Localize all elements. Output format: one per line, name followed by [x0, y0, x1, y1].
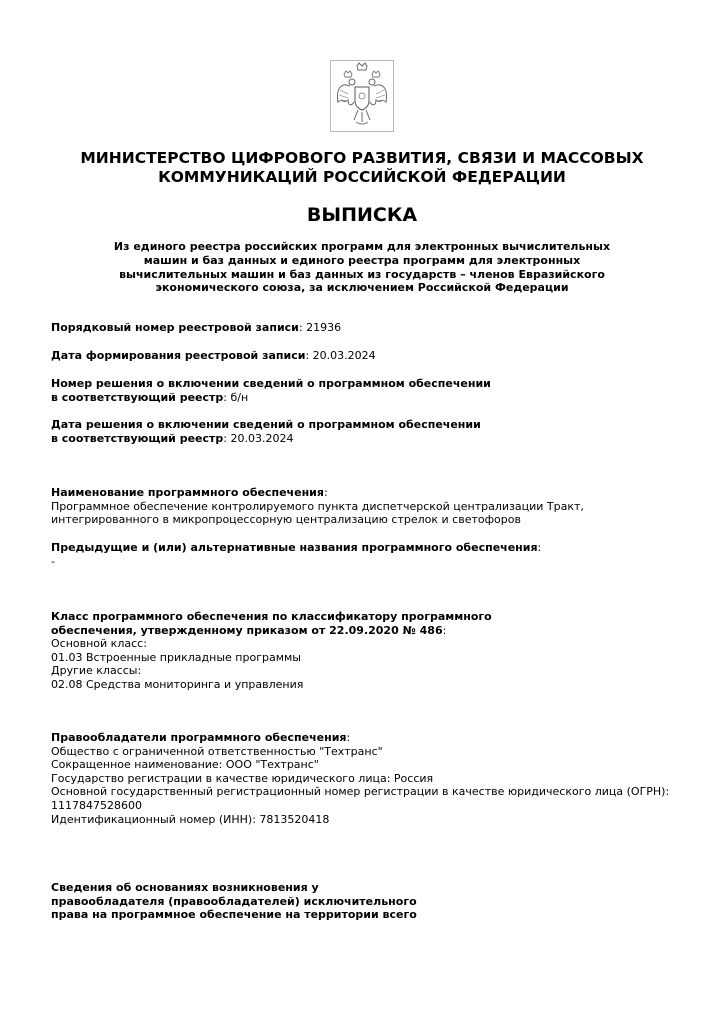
rights-holder-line: Основной государственный регистрационный номер регистрации в качестве юридического лица (ОГРН): [51, 785, 670, 799]
software-class-line: 01.03 Встроенные прикладные программы [51, 650, 301, 664]
subtitle-line: экономического союза, за исключением Российской Федерации [155, 281, 569, 295]
rights-basis-label: Сведения об основаниях возникновения у [51, 881, 319, 894]
decision-date-label: Дата решения о включении сведений о программном обеспечении [51, 418, 481, 431]
decision-number-label: Номер решения о включении сведений о программном обеспечении [51, 377, 491, 390]
label-colon: : [346, 731, 351, 744]
rights-holder-line: Сокращенное наименование: ООО "Техтранс" [51, 758, 319, 772]
record-date-value: : 20.03.2024 [305, 349, 376, 362]
rights-basis-label: правообладателя (правообладателей) исключительного [51, 894, 417, 908]
software-class-line: 02.08 Средства мониторинга и управления [51, 677, 304, 691]
software-class-line: Основной класс: [51, 637, 147, 651]
ministry-name-line: МИНИСТЕРСТВО ЦИФРОВОГО РАЗВИТИЯ, СВЯЗИ И МАССОВЫХ [80, 149, 644, 167]
alt-names-label: Предыдущие и (или) альтернативные названия программного обеспечения [51, 541, 538, 554]
rights-holder-line: Общество с ограниченной ответственностью "Техтранс" [51, 744, 383, 758]
rights-basis-field [51, 881, 681, 922]
software-name-field [51, 486, 681, 527]
record-date-label: Дата формирования реестровой записи [51, 349, 306, 362]
label-colon: : [323, 486, 328, 499]
label-colon: : [442, 623, 447, 637]
record-number-field [51, 321, 681, 335]
rights-holders-field [51, 731, 681, 826]
document-title: ВЫПИСКА [306, 204, 418, 226]
subtitle-line: вычислительных машин и баз данных из государств – членов Евразийского [119, 267, 605, 281]
alt-names-value: - [51, 554, 55, 568]
subtitle-line: машин и баз данных и единого реестра программ для электронных [143, 253, 581, 267]
record-number-label: Порядковый номер реестровой записи [51, 321, 299, 334]
record-number-value: : 21936 [298, 321, 342, 334]
software-class-label: Класс программного обеспечения по классификатору программного [51, 610, 492, 623]
software-name-value: Программное обеспечение контролируемого пункта диспетчерской централизации Тракт, [51, 499, 584, 513]
decision-number-field [51, 377, 681, 404]
decision-date-value: : 20.03.2024 [223, 431, 294, 445]
russian-coat-of-arms-icon [330, 60, 394, 132]
subtitle-line: Из единого реестра российских программ для электронных вычислительных [113, 240, 611, 253]
decision-date-label: в соответствующий реестр [51, 431, 224, 445]
document-subtitle [80, 240, 644, 295]
software-class-line: Другие классы: [51, 664, 142, 678]
label-colon: : [537, 541, 542, 554]
decision-number-value: : б/н [223, 390, 249, 404]
software-name-value: интегрированного в микропроцессорную централизацию стрелок и светофоров [51, 513, 521, 527]
rights-basis-label: права на программное обеспечение на территории всего [51, 908, 417, 922]
ministry-name [40, 149, 684, 187]
rights-holders-label: Правообладатели программного обеспечения [51, 731, 347, 744]
alt-names-field [51, 541, 681, 568]
software-class-field [51, 610, 681, 692]
software-class-label: обеспечения, утвержденному приказом от 22.09.2020 № 486 [51, 623, 443, 637]
rights-holder-line: 1117847528600 [51, 798, 142, 812]
decision-date-field [51, 418, 681, 445]
record-date-field [51, 349, 681, 363]
rights-holder-line: Идентификационный номер (ИНН): 7813520418 [51, 812, 330, 826]
software-name-label: Наименование программного обеспечения [51, 486, 324, 499]
ministry-name-line: КОММУНИКАЦИЙ РОССИЙСКОЙ ФЕДЕРАЦИИ [158, 168, 566, 186]
decision-number-label: в соответствующий реестр [51, 390, 224, 404]
rights-holder-line: Государство регистрации в качестве юридического лица: Россия [51, 771, 434, 785]
